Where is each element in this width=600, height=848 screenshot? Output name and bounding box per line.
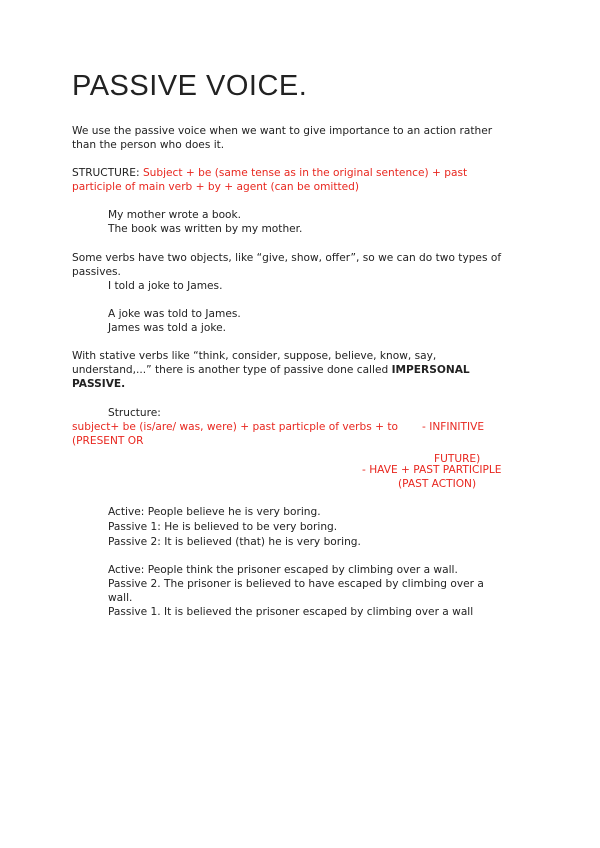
intro-line-1: We use the passive voice when we want to give importance to an action rather (72, 125, 493, 137)
example3-passive-1: Passive 1: He is believed to be very boring. (108, 521, 338, 533)
example3-active: Active: People believe he is very boring. (108, 506, 321, 518)
intro-line-2: than the person who does it. (72, 139, 225, 151)
example2-passive-2: James was told a joke. (108, 322, 226, 334)
present-or-note: (PRESENT OR (72, 435, 144, 447)
structure-formula-1: Subject + be (same tense as in the original sentence) + past (142, 167, 468, 179)
stative-line-1: With stative verbs like “think, consider, suppose, believe, know, say, (72, 350, 437, 362)
future-note: FUTURE) (434, 453, 481, 465)
two-objects-line-1: Some verbs have two objects, like “give, show, offer”, so we can do two types of (72, 252, 502, 264)
passive-term: PASSIVE. (72, 378, 126, 390)
page-title: PASSIVE VOICE. (72, 70, 308, 102)
example1-passive: The book was written by my mother. (108, 223, 303, 235)
stative-text: understand,...” there is another type of passive done called (72, 364, 392, 376)
example4-passive-2: Passive 2. The prisoner is believed to have escaped by climbing over a (108, 578, 484, 590)
example4-active: Active: People think the prisoner escaped by climbing over a wall. (108, 564, 458, 576)
infinitive-option: - INFINITIVE (422, 421, 485, 433)
two-objects-line-2: passives. (72, 266, 121, 278)
example1-active: My mother wrote a book. (108, 209, 242, 221)
example2-passive-1: A joke was told to James. (108, 308, 241, 320)
stative-line-2 (72, 363, 470, 377)
example2-active: I told a joke to James. (108, 280, 223, 292)
structure-line-1 (72, 166, 467, 180)
have-option: - HAVE + PAST PARTICIPLE (362, 464, 502, 476)
example4-passive-1: Passive 1. It is believed the prisoner escaped by climbing over a wall (108, 606, 474, 618)
impersonal-term: IMPERSONAL (391, 364, 470, 376)
example3-passive-2: Passive 2: It is believed (that) he is very boring. (108, 536, 361, 548)
structure-line-2: participle of main verb + by + agent (can be omitted) (72, 181, 360, 193)
example4-passive-2-cont: wall. (108, 592, 133, 604)
impersonal-formula-1: subject+ be (is/are/ was, were) + past particple of verbs + to (72, 421, 398, 433)
past-action-note: (PAST ACTION) (398, 478, 477, 490)
impersonal-structure-label: Structure: (108, 407, 161, 419)
structure-label: STRUCTURE: (72, 167, 143, 179)
